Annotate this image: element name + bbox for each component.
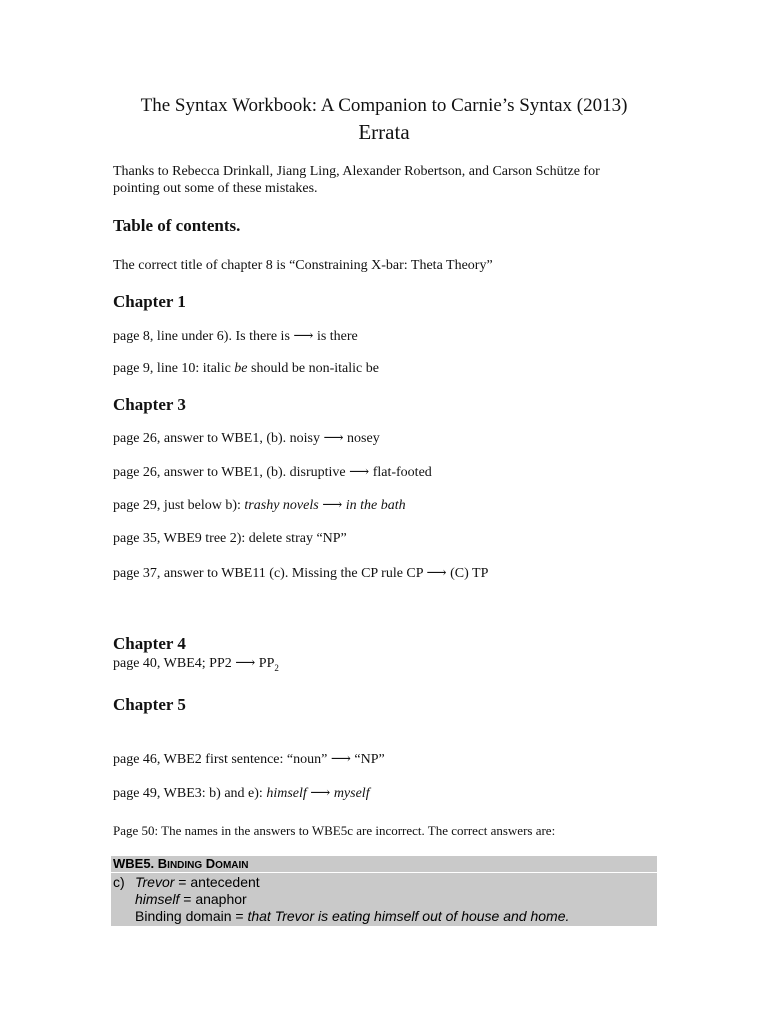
answer-row-2 [135, 891, 247, 907]
chapter-3-heading: Chapter 3 [113, 395, 186, 414]
item-text: page 40, WBE4; PP2 ⟶ PP [113, 656, 275, 671]
chapter-1-item-1: page 8, line under 6). Is there is ⟶ is there [113, 329, 358, 344]
item-italic-text: trashy novels ⟶ in the bath [244, 498, 406, 513]
item-italic-text: himself ⟶ myself [266, 786, 370, 801]
chapter-4-item-1 [113, 655, 279, 673]
header-divider [111, 872, 657, 873]
answer-text: = anaphor [179, 891, 247, 907]
item-subscript: 2 [274, 662, 279, 673]
header-smallcaps: INDING [167, 860, 203, 871]
chapter-3-item-3 [113, 497, 406, 514]
chapter-3-item-1: page 26, answer to WBE1, (b). noisy ⟶ nosey [113, 431, 380, 446]
chapter-5-item-2 [113, 785, 370, 802]
item-italic-text: be [234, 361, 248, 376]
answer-row-1 [135, 874, 260, 890]
item-text: page 29, just below b): [113, 498, 245, 513]
chapter-3-item-4: page 35, WBE9 tree 2): delete stray “NP” [113, 531, 347, 546]
answer-italic: himself [135, 891, 180, 907]
item-text: page 9, line 10: italic [113, 361, 235, 376]
toc-entry: The correct title of chapter 8 is “Constraining X-bar: Theta Theory” [113, 258, 493, 273]
item-text: should be non-italic be [247, 361, 379, 376]
answer-row-3 [135, 908, 569, 924]
thanks-line-2: pointing out some of these mistakes. [113, 181, 318, 196]
chapter-5-heading: Chapter 5 [113, 695, 186, 714]
wbe5-header [113, 856, 249, 871]
header-smallcaps: OMAIN [215, 860, 249, 871]
chapter-3-item-5: page 37, answer to WBE11 (c). Missing the CP rule CP ⟶ (C) TP [113, 566, 489, 581]
item-text: page 49, WBE3: b) and e): [113, 786, 267, 801]
thanks-line-1: Thanks to Rebecca Drinkall, Jiang Ling, Alexander Robertson, and Carson Schütze for [113, 164, 600, 179]
answer-text: Binding domain = [135, 908, 248, 924]
chapter-1-heading: Chapter 1 [113, 292, 186, 311]
document-subtitle: Errata [358, 120, 410, 144]
toc-heading: Table of contents. [113, 216, 241, 235]
answer-italic: that Trevor is eating himself out of house and home. [247, 908, 570, 924]
document-title: The Syntax Workbook: A Companion to Carnie’s Syntax (2013) [140, 95, 628, 116]
wbe5-answer-box [111, 856, 657, 926]
answer-text: = antecedent [174, 874, 260, 890]
chapter-1-item-2 [113, 361, 379, 377]
thanks-paragraph [113, 163, 600, 197]
answer-italic: Trevor [135, 874, 175, 890]
header-text: WBE5. B [113, 856, 168, 871]
answer-label: c) [113, 874, 125, 890]
chapter-5-item-3: Page 50: The names in the answers to WBE5c are incorrect. The correct answers are: [113, 823, 556, 838]
header-text: D [202, 856, 216, 871]
chapter-3-item-2: page 26, answer to WBE1, (b). disruptive ⟶ flat-footed [113, 465, 432, 480]
chapter-4-heading: Chapter 4 [113, 634, 186, 653]
chapter-5-item-1: page 46, WBE2 first sentence: “noun” ⟶ “NP” [113, 752, 385, 767]
